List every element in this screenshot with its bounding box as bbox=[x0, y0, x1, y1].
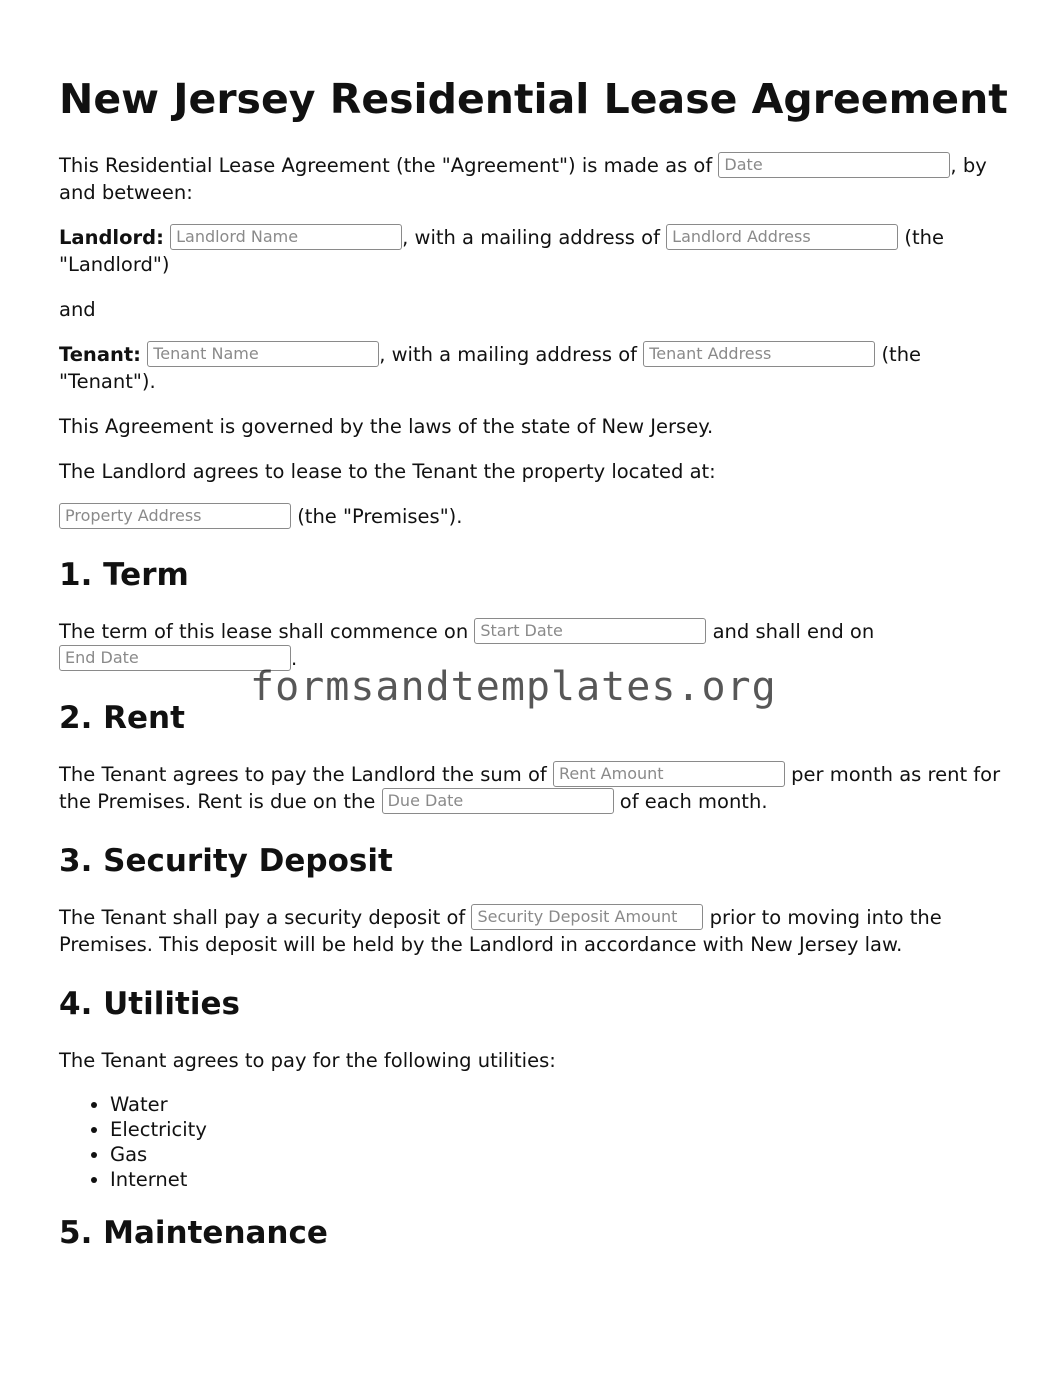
tenant-after-text: (the "Tenant"). bbox=[59, 343, 922, 393]
tenant-name-field[interactable] bbox=[147, 341, 379, 367]
landlord-after-text: (the "Landlord") bbox=[59, 226, 944, 276]
deposit-text-before: The Tenant shall pay a security deposit of bbox=[59, 906, 472, 929]
intro-text-after: , by and between: bbox=[59, 154, 987, 204]
term-text-mid: and shall end on bbox=[706, 620, 875, 643]
rent-paragraph bbox=[59, 761, 1009, 815]
tenant-mid-text: , with a mailing address of bbox=[379, 343, 644, 366]
end-date-field[interactable] bbox=[59, 645, 291, 671]
rent-text-mid: per month as rent for the Premises. Rent is due on the bbox=[59, 763, 1001, 813]
intro-text-before: This Residential Lease Agreement (the "Agreement") is made as of bbox=[59, 154, 719, 177]
deposit-paragraph bbox=[59, 904, 1009, 958]
rent-text-before: The Tenant agrees to pay the Landlord the sum of bbox=[59, 763, 553, 786]
rent-text-after: of each month. bbox=[613, 790, 768, 813]
property-address-field[interactable] bbox=[59, 503, 291, 529]
utilities-list bbox=[59, 1092, 1009, 1192]
landlord-paragraph bbox=[59, 224, 1009, 278]
deposit-text-after: prior to moving into the Premises. This deposit will be held by the Landlord in accordance with New Jersey law. bbox=[59, 906, 942, 956]
list-item: • Gas bbox=[110, 1142, 1009, 1167]
utilities-intro-text: The Tenant agrees to pay for the following utilities: bbox=[59, 1049, 556, 1072]
page-title: New Jersey Residential Lease Agreement bbox=[59, 75, 1008, 123]
security-deposit-field[interactable] bbox=[471, 904, 703, 930]
landlord-mid-text: , with a mailing address of bbox=[402, 226, 667, 249]
watermark-text: formsandtemplates.org bbox=[250, 664, 777, 710]
section-heading-security-deposit: 3. Security Deposit bbox=[59, 843, 393, 879]
list-item: • Internet bbox=[110, 1167, 1009, 1192]
section-heading-rent: 2. Rent bbox=[59, 700, 185, 736]
start-date-field[interactable] bbox=[474, 618, 706, 644]
rent-amount-field[interactable] bbox=[553, 761, 785, 787]
list-item: • Water bbox=[110, 1092, 1009, 1117]
section-heading-maintenance: 5. Maintenance bbox=[59, 1215, 328, 1251]
tenant-address-field[interactable] bbox=[643, 341, 875, 367]
governing-law-text: This Agreement is governed by the laws of the state of New Jersey. bbox=[59, 415, 714, 438]
lease-document bbox=[59, 74, 1009, 1252]
premises-intro-text: The Landlord agrees to lease to the Tenant the property located at: bbox=[59, 460, 716, 483]
agreement-date-field[interactable] bbox=[718, 152, 950, 178]
intro-paragraph bbox=[59, 152, 1009, 206]
premises-paragraph bbox=[59, 503, 1009, 530]
section-heading-utilities: 4. Utilities bbox=[59, 986, 240, 1022]
section-heading-term: 1. Term bbox=[59, 557, 189, 593]
premises-after-text: (the "Premises"). bbox=[291, 505, 463, 528]
landlord-name-field[interactable] bbox=[170, 224, 402, 250]
list-item: • Electricity bbox=[110, 1117, 1009, 1142]
landlord-address-field[interactable] bbox=[666, 224, 898, 250]
due-date-field[interactable] bbox=[382, 788, 614, 814]
tenant-label: Tenant: bbox=[59, 343, 141, 366]
term-text-before: The term of this lease shall commence on bbox=[59, 620, 475, 643]
tenant-paragraph bbox=[59, 341, 1009, 395]
term-text-after: . bbox=[291, 647, 298, 670]
and-text: and bbox=[59, 298, 96, 321]
landlord-label: Landlord: bbox=[59, 226, 164, 249]
term-paragraph bbox=[59, 618, 1009, 672]
